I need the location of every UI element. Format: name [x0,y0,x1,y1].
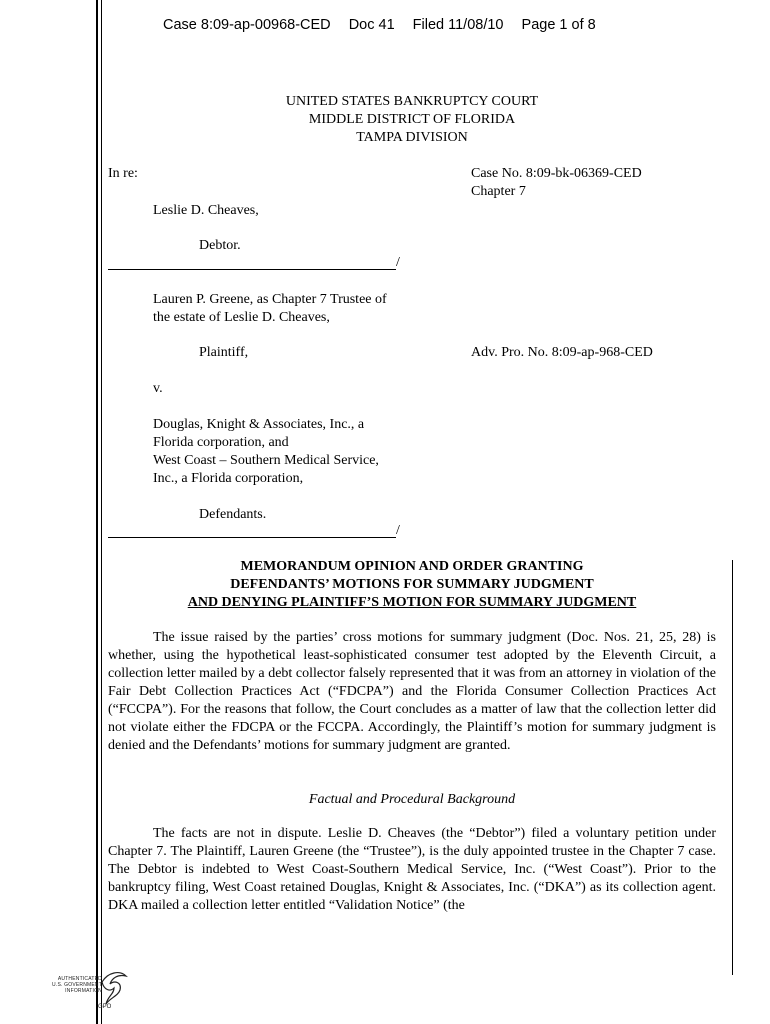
margin-rule-left-inner [101,0,102,1024]
gpo-mark: GPO [98,1004,112,1010]
header-doc-number: Doc 41 [348,17,395,33]
margin-rule-left [96,0,98,1024]
case-number: Case No. 8:09-bk-06369-CED [471,166,642,181]
court-name: UNITED STATES BANKRUPTCY COURT [285,94,539,109]
title-line-3: AND DENYING PLAINTIFF’S MOTION FOR SUMMARY JUDGMENT [187,595,637,610]
adversary-proceeding-number: Adv. Pro. No. 8:09-ap-968-CED [471,345,653,360]
filing-header [163,17,683,33]
court-division: TAMPA DIVISION [356,130,468,145]
versus: v. [153,381,163,396]
title-line-2: DEFENDANTS’ MOTIONS FOR SUMMARY JUDGMENT [230,577,594,592]
gpo-eagle-icon [98,968,128,1008]
defendant-line-1: Douglas, Knight & Associates, Inc., a [153,417,365,432]
gpo-seal-line-3: INFORMATION [65,988,102,994]
chapter: Chapter 7 [471,184,526,199]
court-district: MIDDLE DISTRICT OF FLORIDA [308,112,516,127]
defendant-line-2: Florida corporation, and [153,435,289,450]
caption-slash-2: / [396,523,400,538]
defendants-label: Defendants. [199,507,267,522]
margin-rule-right [732,560,733,975]
plaintiff-label: Plaintiff, [199,345,249,360]
caption-divider-2 [108,537,396,538]
header-filed-date: Filed 11/08/10 [412,17,504,33]
defendant-line-3: West Coast – Southern Medical Service, [153,453,379,468]
debtor-name: Leslie D. Cheaves, [153,203,259,218]
gpo-seal-line-2: U.S. GOVERNMENT [52,982,102,988]
plaintiff-line-1: Lauren P. Greene, as Chapter 7 Trustee of [153,292,387,307]
gpo-authentication-seal [40,968,130,1016]
debtor-label: Debtor. [199,238,241,253]
facts-paragraph: The facts are not in dispute. Leslie D. Cheaves (the “Debtor”) filed a voluntary petition under Chapter 7. The Plaintiff, Lauren Greene (the “Trustee”), is the duly appointed trustee in the Chapter 7 case. The Debtor is indebted to West Coast-Southern Medical Service, Inc. (“West Coast”). Prior to the bankruptcy filing, West Coast retained Douglas, Knight & Associates, Inc. (“DKA”) as its collection agent. DKA mailed a collection letter entitled “Validation Notice” (the [108,826,716,913]
title-line-1: MEMORANDUM OPINION AND ORDER GRANTING [240,559,584,574]
header-page-count: Page 1 of 8 [521,17,596,33]
gpo-seal-line-1: AUTHENTICATED [57,976,102,982]
defendant-line-4: Inc., a Florida corporation, [153,471,304,486]
opening-paragraph: The issue raised by the parties’ cross motions for summary judgment (Doc. Nos. 21, 25, 28) is whether, using the hypothetical least-sophisticated consumer test adopted by the Eleventh Circuit, a collection letter mailed by a debt collector falsely represented that it was from an attorney in violation of the Fair Debt Collection Practices Act (“FDCPA”) and the Florida Consumer Collection Practices Act (“FCCPA”). For the reasons that follow, the Court concludes as a matter of law that the collection letter did not violate either the FDCPA or the FCCPA. Accordingly, the Plaintiff’s motion for summary judgment is denied and the Defendants’ motions for summary judgment are granted. [108,630,716,753]
caption-slash-1: / [396,255,400,270]
section-heading: Factual and Procedural Background [308,792,516,807]
plaintiff-line-2: the estate of Leslie D. Cheaves, [153,310,330,325]
gpo-seal-text [40,976,102,994]
header-case-number: Case 8:09-ap-00968-CED [163,17,331,33]
in-re-label: In re: [108,166,138,181]
caption-divider-1 [108,269,396,270]
